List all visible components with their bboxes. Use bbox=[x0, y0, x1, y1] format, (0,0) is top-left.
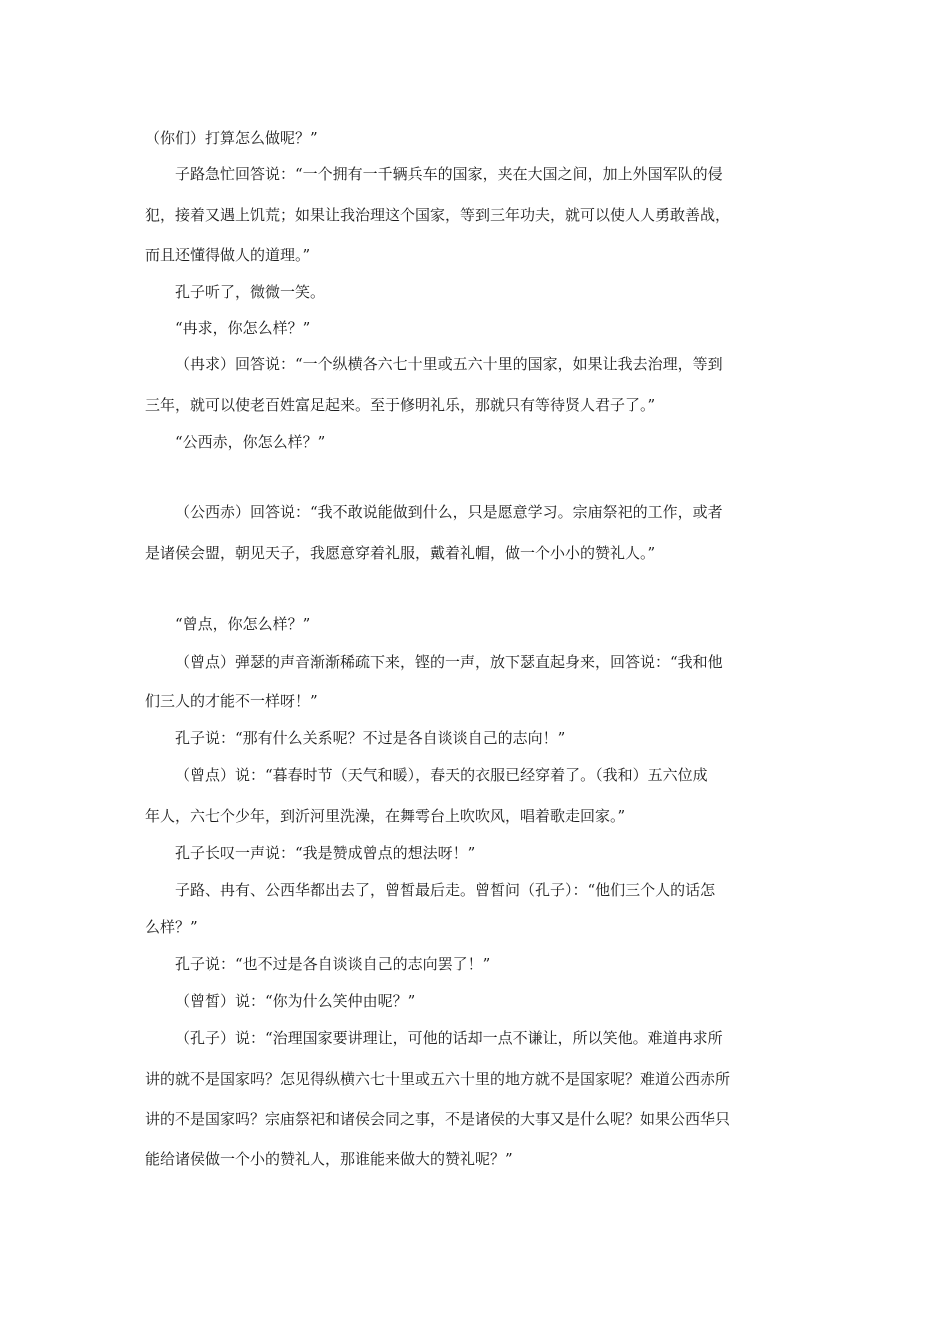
text-line: （曾皙）说：“你为什么笑仲由呢？” bbox=[175, 992, 416, 1010]
text-line: 而且还懂得做人的道理。” bbox=[145, 246, 311, 264]
text-line: 讲的就不是国家吗？怎见得纵横六七十里或五六十里的地方就不是国家呢？难道公西赤所 bbox=[145, 1070, 731, 1088]
text-line: 子路急忙回答说：“一个拥有一千辆兵车的国家，夹在大国之间，加上外国军队的侵 bbox=[175, 165, 723, 183]
text-line: 么样？” bbox=[145, 918, 198, 936]
text-line: “公西赤，你怎么样？” bbox=[175, 433, 326, 451]
text-line: 们三人的才能不一样呀！” bbox=[145, 692, 318, 710]
text-line: 讲的不是国家吗？宗庙祭祀和诸侯会同之事，不是诸侯的大事又是什么呢？如果公西华只 bbox=[145, 1110, 731, 1128]
text-line: 能给诸侯做一个小的赞礼人，那谁能来做大的赞礼呢？” bbox=[145, 1150, 513, 1168]
text-line: 孔子说：“那有什么关系呢？不过是各自谈谈自己的志向！” bbox=[175, 729, 566, 747]
text-line: （公西赤）回答说：“我不敢说能做到什么，只是愿意学习。宗庙祭祀的工作，或者 bbox=[175, 503, 723, 521]
text-line: 三年，就可以使老百姓富足起来。至于修明礼乐，那就只有等待贤人君子了。” bbox=[145, 396, 656, 414]
text-line: （曾点）弹瑟的声音渐渐稀疏下来，铿的一声，放下瑟直起身来，回答说：“我和他 bbox=[175, 653, 723, 671]
text-line: 孔子长叹一声说：“我是赞成曾点的想法呀！” bbox=[175, 844, 476, 862]
text-line: 年人，六七个少年，到沂河里洗澡，在舞雩台上吹吹风，唱着歌走回家。” bbox=[145, 807, 626, 825]
text-line: （曾点）说：“暮春时节（天气和暖），春天的衣服已经穿着了。（我和）五六位成 bbox=[175, 766, 708, 784]
text-line: （你们）打算怎么做呢？” bbox=[145, 129, 318, 147]
text-line: 子路、冉有、公西华都出去了，曾皙最后走。曾皙问（孔子）：“他们三个人的话怎 bbox=[175, 881, 716, 899]
text-line: “曾点，你怎么样？” bbox=[175, 615, 311, 633]
text-line: （冉求）回答说：“一个纵横各六七十里或五六十里的国家，如果让我去治理，等到 bbox=[175, 355, 723, 373]
text-line: 是诸侯会盟，朝见天子，我愿意穿着礼服，戴着礼帽，做一个小小的赞礼人。” bbox=[145, 544, 656, 562]
text-line: 孔子说：“也不过是各自谈谈自己的志向罢了！” bbox=[175, 955, 491, 973]
text-line: “冉求，你怎么样？” bbox=[175, 319, 311, 337]
text-line: 孔子听了，微微一笑。 bbox=[175, 283, 326, 301]
text-line: 犯，接着又遇上饥荒；如果让我治理这个国家，等到三年功夫，就可以使人人勇敢善战， bbox=[145, 206, 731, 224]
text-line: （孔子）说：“治理国家要讲理让，可他的话却一点不谦让，所以笑他。难道冉求所 bbox=[175, 1029, 723, 1047]
